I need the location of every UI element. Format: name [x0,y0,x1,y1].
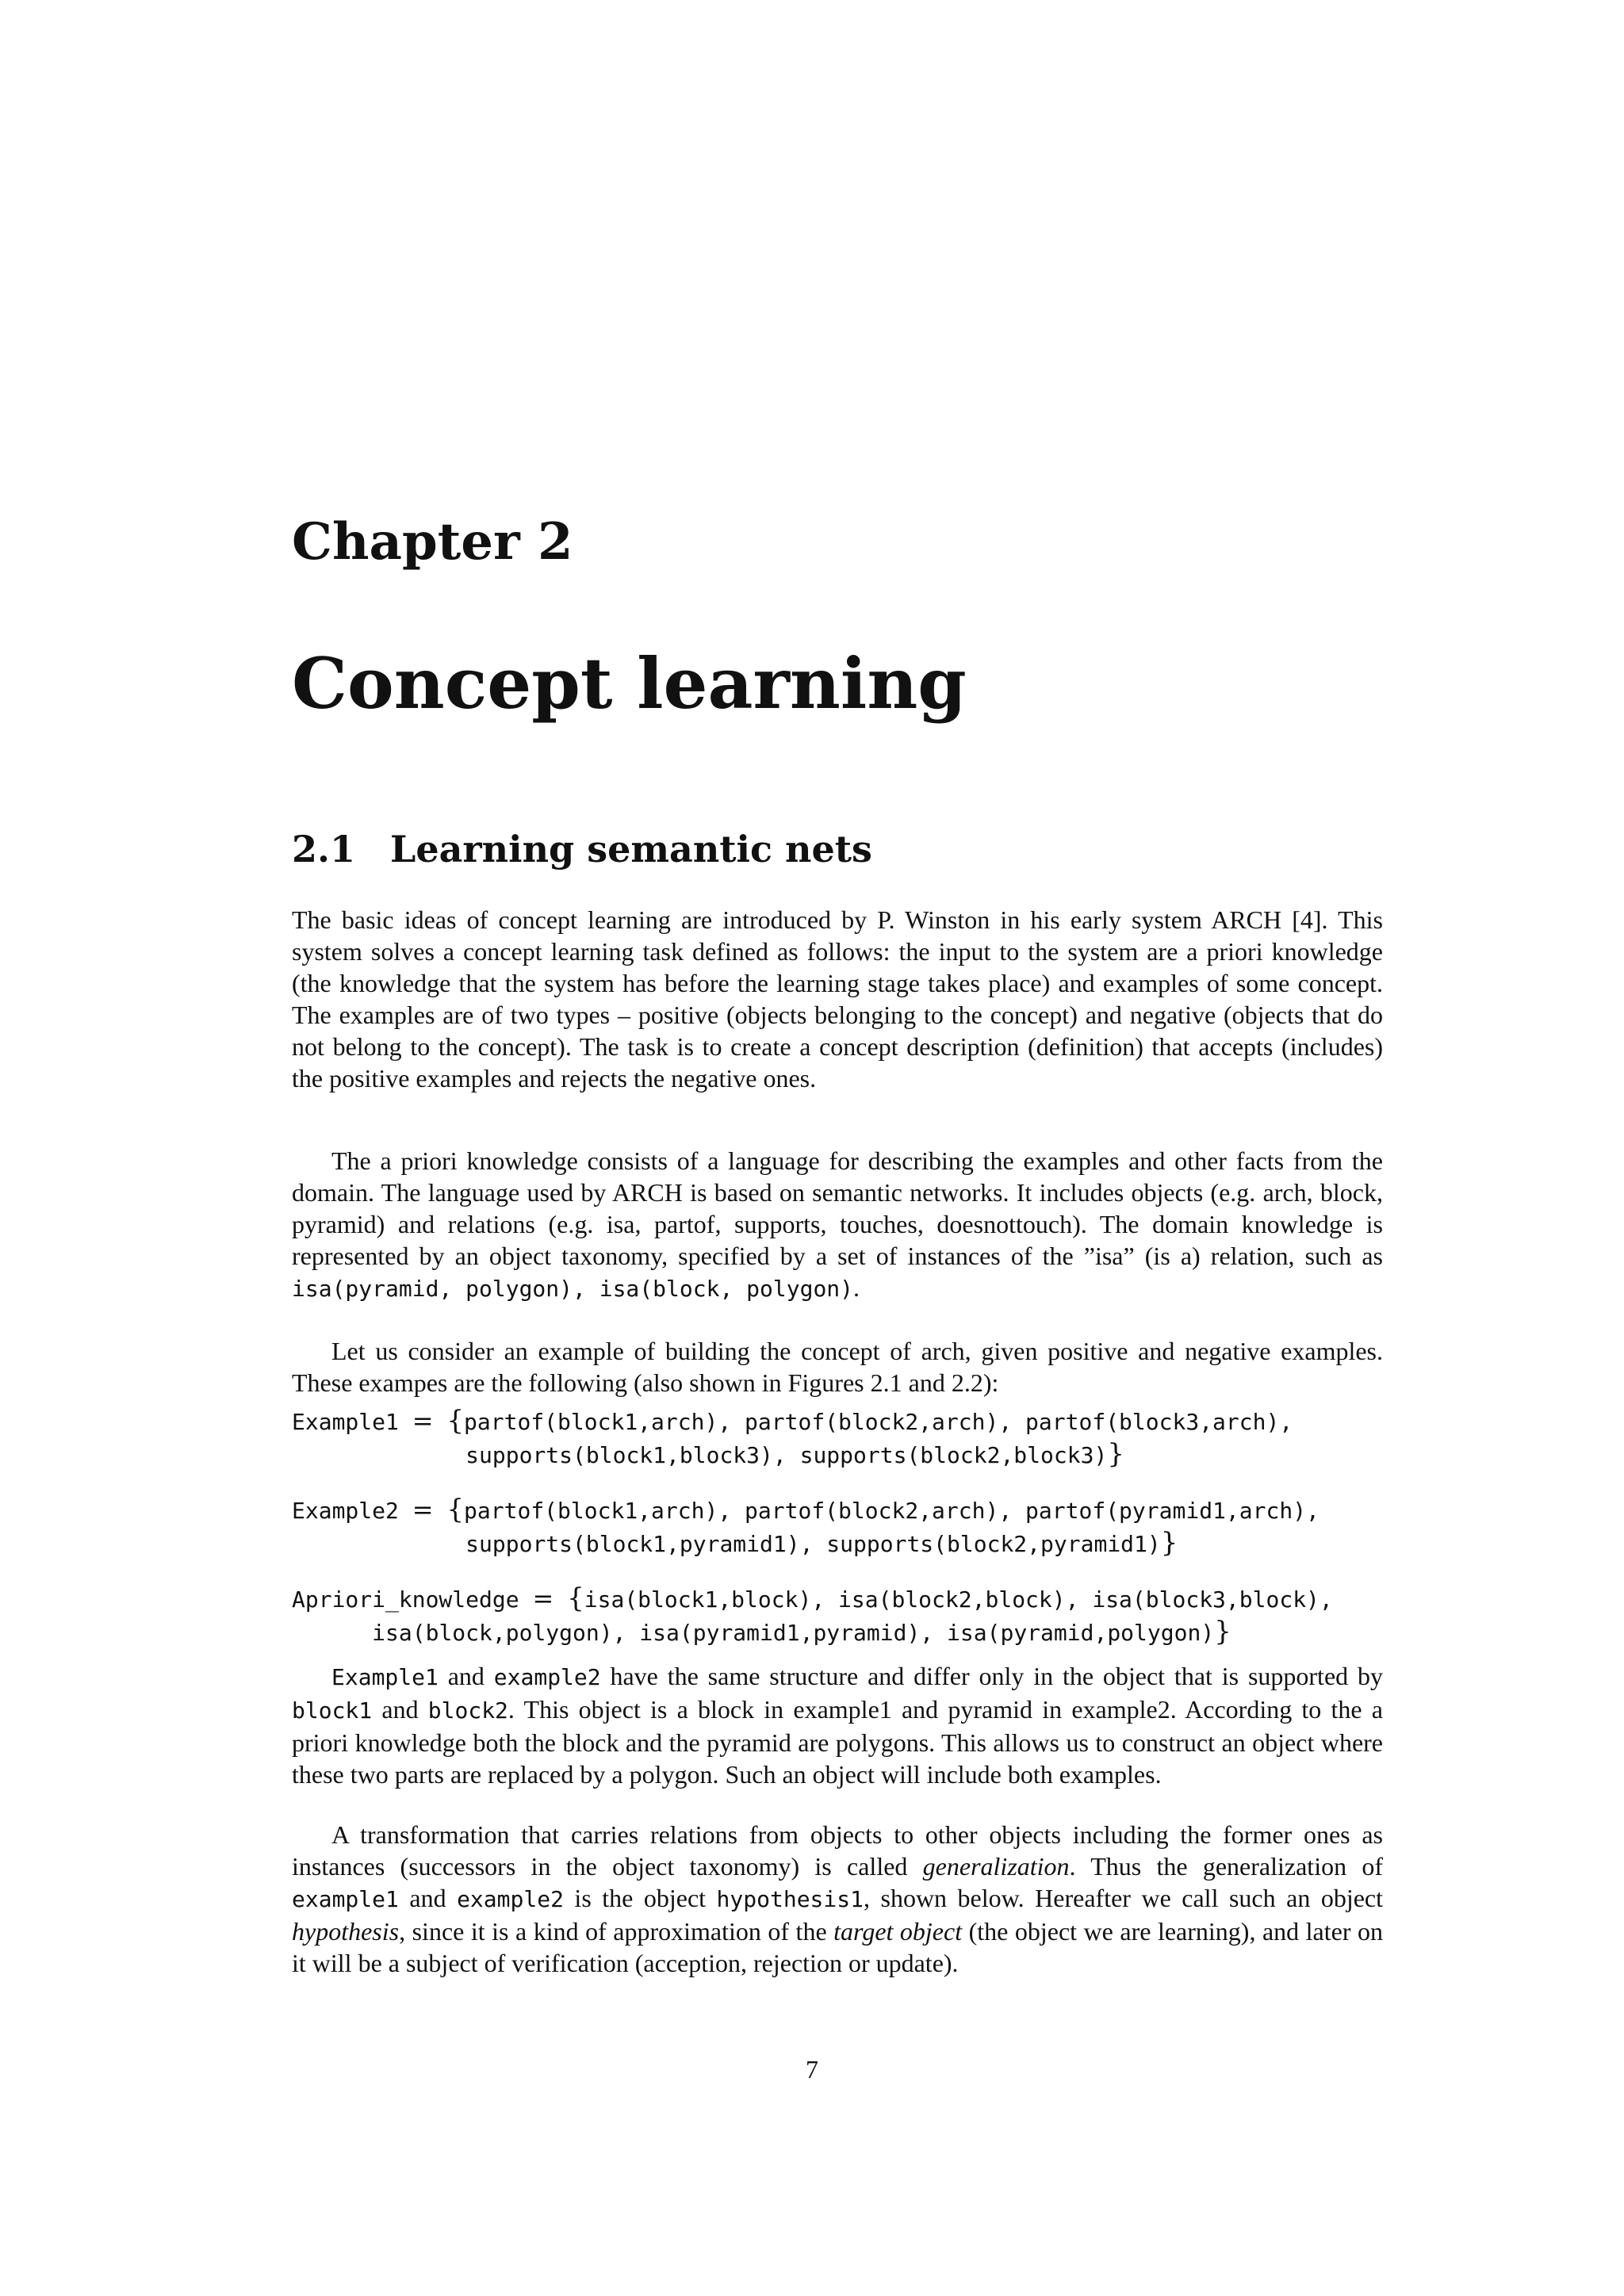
emphasis-target-object: target object [833,1917,963,1946]
equation-line: isa(block1,block), isa(block2,block), isa(block3,block), [584,1586,1333,1613]
text-run: and [372,1695,428,1724]
paragraph-4 [292,1660,1383,1790]
code-hypothesis1: hypothesis1 [716,1886,864,1912]
code-example1: example1 [292,1886,399,1912]
chapter-title: Concept learning [292,642,967,725]
text-run: and [398,1884,458,1912]
paragraph-3: Let us consider an example of building the concept of arch, given positive and negative examples. These exampes are the following (also shown in Figures 2.1 and 2.2): [292,1337,1383,1397]
equation-line: supports(block1,block3), supports(block2,block3) [465,1442,1108,1468]
equation-line: isa(block,polygon), isa(pyramid1,pyramid), isa(pyramid,polygon) [372,1620,1215,1646]
text-run: A transformation that carries relations from objects to other objects including the former ones as instances (successors in the object taxonomy) is called [292,1820,1383,1881]
text-run: , since it is a kind of approximation of the [399,1917,834,1946]
paragraph-2-text: The a priori knowledge consists of a language for describing the examples and other facts from the domain. The language used by ARCH is based on semantic networks. It includes objects (e.g. arch, block, pyramid) and relations (e.g. isa, partof, supports, touches, doesnottouch). The domain knowledge is represented by an object taxonomy, specified by a set of instances of the ”isa” (is a) relation, such as [292,1146,1383,1270]
equation-lhs: Example1 [292,1409,399,1435]
section-number: 2.1 [292,828,356,871]
paragraph-1: The basic ideas of concept learning are introduced by P. Winston in his early system ARCH [4]. This system solves a concept learning task defined as follows: the input to the system are a priori knowledge (the knowledge that the system has before the learning stage takes place) and examples of some concept. The examples are of two types – positive (objects belonging to the concept) and negative (objects that do not belong to the concept). The task is to create a concept description (definition) that accepts (includes) the positive examples and rejects the negative ones. [292,905,1383,1093]
emphasis-hypothesis: hypothesis [292,1917,400,1946]
equation-lhs: Apriori_knowledge [292,1586,519,1613]
text-run: (the object we are learning), and later on it will be a subject of verification (acception, rejection or update). [292,1917,1384,1977]
paragraph-2-end: . [853,1273,860,1302]
section-heading [292,828,872,871]
equation-example1: Example1 = {partof(block1,arch), partof(block2,arch), partof(block3,arch), supports(block1,block3), supports(block2,block3)} [292,1405,1293,1470]
text-run: is the object [563,1884,717,1912]
section-title: Learning semantic nets [390,828,872,871]
page-number: 7 [806,2055,818,2084]
code-example1: Example1 [331,1664,439,1690]
text-run: have the same structure and differ only in the object that is supported by [600,1662,1384,1690]
code-block2: block2 [427,1697,508,1724]
equation-line: supports(block1,pyramid1), supports(block2,pyramid1) [465,1531,1161,1557]
equation-apriori-knowledge: Apriori_knowledge = {isa(block1,block), isa(block2,block), isa(block3,block), isa(block,polygon), isa(pyramid1,pyramid), isa(pyramid,polygon)} [292,1582,1333,1647]
code-example2: example2 [493,1664,601,1690]
equation-example2: Example2 = {partof(block1,arch), partof(block2,arch), partof(pyramid1,arch), supports(block1,pyramid1), supports(block2,pyramid1)} [292,1494,1320,1559]
paragraph-2 [292,1145,1383,1305]
equation-line: partof(block1,arch), partof(block2,arch), partof(block3,arch), [464,1409,1293,1435]
code-block1: block1 [292,1697,373,1724]
text-run: , shown below. Hereafter we call such an object [863,1884,1383,1912]
equation-line: partof(block1,arch), partof(block2,arch), partof(pyramid1,arch), [464,1498,1320,1524]
emphasis-generalization: generalization [922,1852,1070,1881]
text-run: . Thus the generalization of [1069,1852,1383,1881]
equation-lhs: Example2 [292,1498,399,1524]
code-example2: example2 [457,1886,564,1912]
chapter-label: Chapter 2 [292,512,573,572]
paragraph-5 [292,1819,1383,1979]
text-run: and [438,1662,494,1690]
isa-code-inline: isa(pyramid, polygon), isa(block, polygon) [292,1276,854,1302]
text-run: . This object is a block in example1 and pyramid in example2. According to the a priori knowledge both the block and the pyramid are polygons. This allows us to construct an object where these two parts are replaced by a polygon. Such an object will include both examples. [292,1695,1383,1789]
